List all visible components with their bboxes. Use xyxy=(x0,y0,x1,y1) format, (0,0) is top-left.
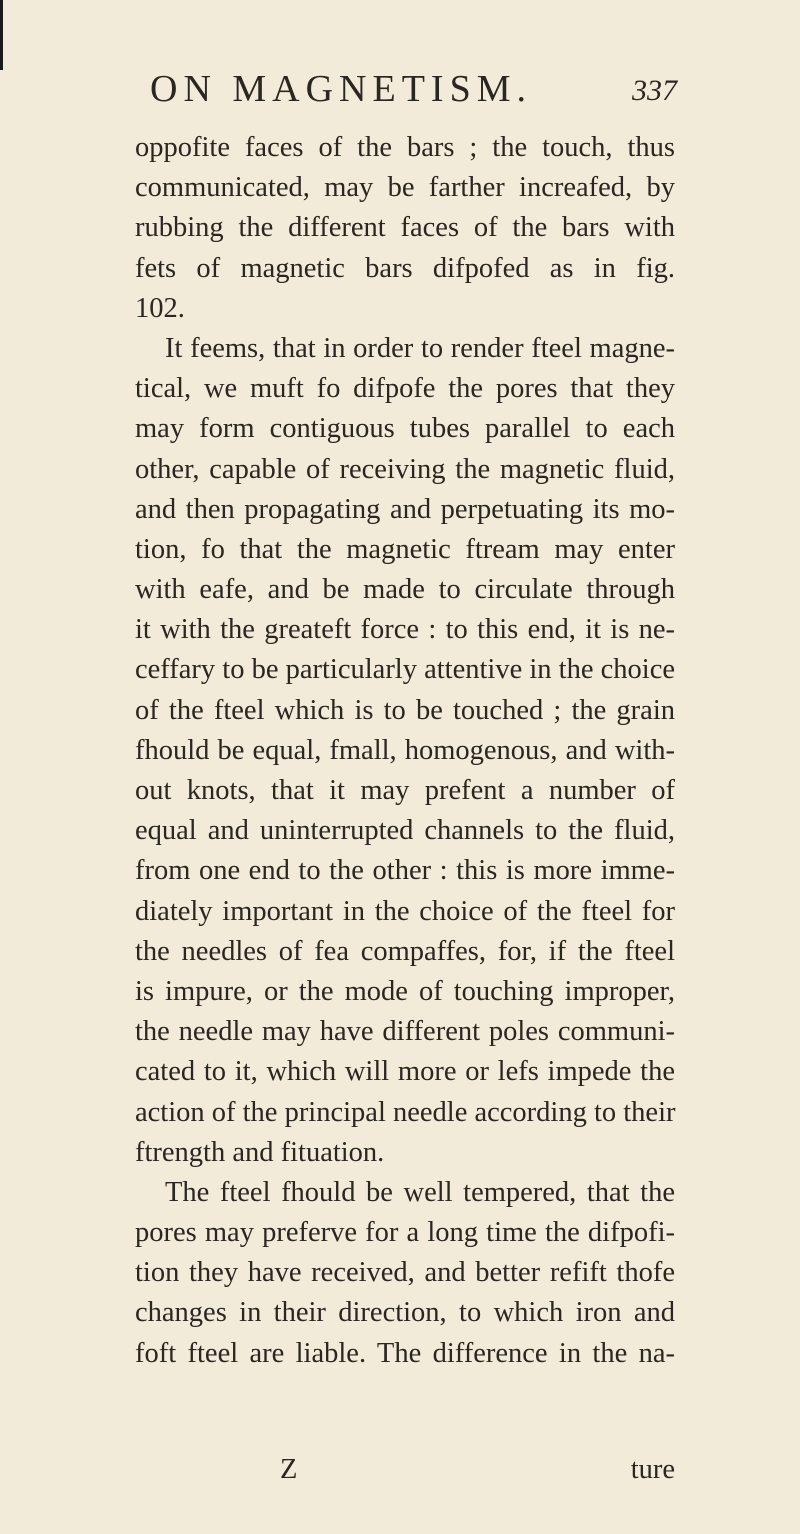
text-line: fets of magnetic bars difpofed as in fig. xyxy=(135,252,675,284)
text-line: and then propagating and perpetuating its mo- xyxy=(135,493,675,525)
text-line: ftrength and fituation. xyxy=(135,1136,385,1168)
text-line: out knots, that it may prefent a number of xyxy=(135,775,675,806)
text-line: fhould be equal, fmall, homogenous, and with- xyxy=(135,734,675,766)
text-line: the needles of fea compaffes, for, if the fteel xyxy=(135,935,675,967)
text-line: is impure, or the mode of touching improper, xyxy=(135,975,675,1007)
text-line: It feems, that in order to render fteel magne- xyxy=(165,332,675,364)
signature-mark: Z xyxy=(280,1454,298,1485)
text-line: cated to it, which will more or lefs impede the xyxy=(135,1056,675,1088)
text-line: The fteel fhould be well tempered, that the xyxy=(165,1176,675,1208)
text-line: may form contiguous tubes parallel to each xyxy=(135,413,675,445)
text-line: tion they have received, and better refift thofe xyxy=(135,1257,675,1289)
text-line: diately important in the choice of the fteel for xyxy=(135,895,675,927)
text-line: with eafe, and be made to circulate through xyxy=(135,574,675,606)
text-line: equal and uninterrupted channels to the fluid, xyxy=(135,815,675,847)
page-number: 337 xyxy=(632,74,677,107)
text-line: 102. xyxy=(135,292,185,324)
text-line: the needle may have different poles communi- xyxy=(135,1016,675,1048)
text-line: foft fteel are liable. The difference in the na- xyxy=(135,1337,675,1369)
text-line: it with the greateft force : to this end, it is ne- xyxy=(135,614,675,646)
page-footer xyxy=(135,1450,675,1490)
text-line: from one end to the other : this is more imme- xyxy=(135,855,675,887)
running-title: ON MAGNETISM. xyxy=(150,68,532,110)
text-line: other, capable of receiving the magnetic fluid, xyxy=(135,453,675,485)
text-line: rubbing the different faces of the bars with xyxy=(135,212,675,244)
text-line: oppofite faces of the bars ; the touch, thus xyxy=(135,132,675,163)
text-line: tical, we muft fo difpofe the pores that they xyxy=(135,373,675,405)
text-line: changes in their direction, to which iron and xyxy=(135,1297,675,1329)
text-line: action of the principal needle according to their xyxy=(135,1096,676,1128)
text-line: communicated, may be farther increafed, by xyxy=(135,172,675,204)
text-line: tion, fo that the magnetic ftream may enter xyxy=(135,533,675,565)
catchword: ture xyxy=(630,1454,675,1485)
page-edge xyxy=(0,0,3,70)
body-text xyxy=(135,128,675,1374)
text-line: pores may preferve for a long time the difpofi- xyxy=(135,1217,675,1249)
text-line: of the fteel which is to be touched ; the grain xyxy=(135,694,675,726)
text-line: ceffary to be particularly attentive in the choice xyxy=(135,654,675,686)
